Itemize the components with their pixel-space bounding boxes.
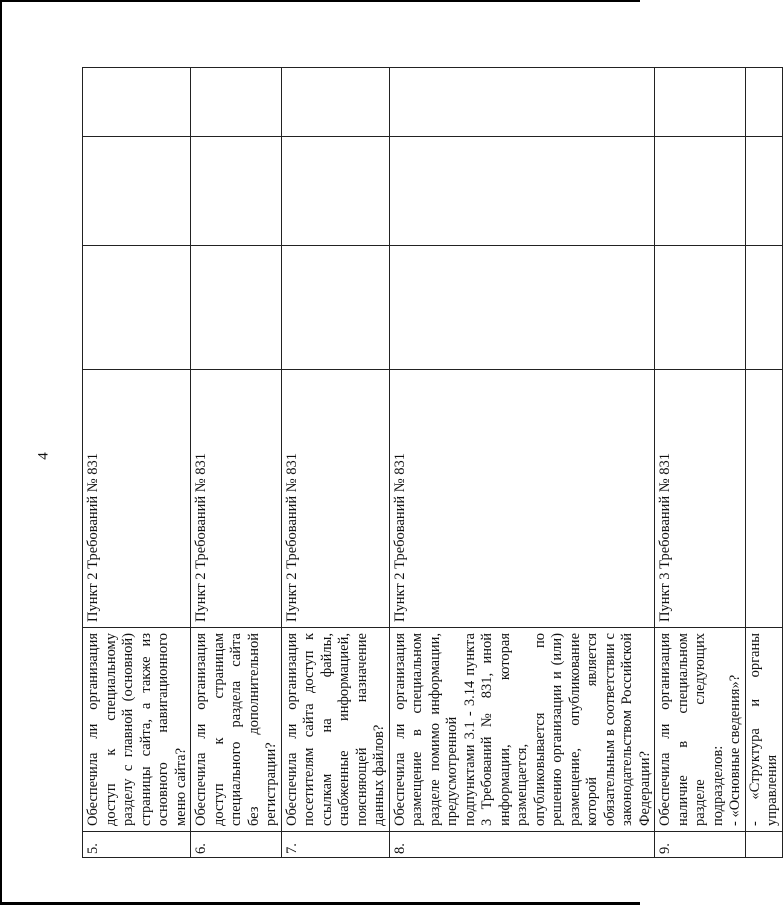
empty-cell: [83, 246, 191, 370]
table-row: [745, 68, 782, 858]
reference-cell: Пункт 2 Требований № 831: [191, 370, 282, 628]
row-number: 8.: [389, 832, 655, 858]
table-row: [655, 68, 746, 858]
row-number: [745, 832, 782, 858]
table-row: [281, 68, 389, 858]
empty-cell: [745, 68, 782, 137]
question-cell: [655, 628, 746, 832]
scan-edge-top: [0, 0, 640, 2]
empty-cell: [389, 68, 655, 137]
empty-cell: [389, 137, 655, 246]
rotated-table-container: [82, 68, 780, 858]
empty-cell: [389, 246, 655, 370]
scan-edge-left: [0, 0, 2, 905]
table-row: [83, 68, 191, 858]
row-number: 7.: [281, 832, 389, 858]
reference-cell: Пункт 2 Требований № 831: [389, 370, 655, 628]
reference-cell: Пункт 3 Требований № 831: [655, 370, 746, 628]
row-number: 9.: [655, 832, 746, 858]
question-cell: Обеспечила ли организация доступ к страницам специального раздела сайта без дополнительной регистрации?: [191, 628, 282, 832]
row-number: 5.: [83, 832, 191, 858]
empty-cell: [281, 68, 389, 137]
question-cell: Обеспечила ли организация размещение в специальном разделе помимо информации, предусмотренной подпунктами 3.1 - 3.14 пункта 3 Требований № 831, иной информации, которая размещается, опубликовывается по решению организации и (или) размещение, опубликование которой является обязательным в соответствии с законодательством Российской Федерации?: [389, 628, 655, 832]
reference-cell: Пункт 2 Требований № 831: [83, 370, 191, 628]
empty-cell: [745, 246, 782, 370]
question-cell: - «Структура и органы управления: [745, 628, 782, 832]
table-row: [389, 68, 655, 858]
row-number: 6.: [191, 832, 282, 858]
question-text: Обеспечила ли организация наличие в специальном разделе следующих подразделов:: [657, 633, 726, 826]
page-number: 4: [35, 452, 52, 460]
empty-cell: [745, 137, 782, 246]
empty-cell: [655, 137, 746, 246]
table-row: [191, 68, 282, 858]
question-subitem: - «Основные сведения»?: [727, 674, 743, 826]
empty-cell: [655, 246, 746, 370]
checklist-table: [82, 67, 783, 858]
reference-cell: Пункт 2 Требований № 831: [281, 370, 389, 628]
empty-cell: [655, 68, 746, 137]
empty-cell: [83, 137, 191, 246]
empty-cell: [191, 68, 282, 137]
question-cell: Обеспечила ли организация доступ к специальному разделу с главной (основной) страницы сайта, а также из основного навигационного меню сайта?: [83, 628, 191, 832]
empty-cell: [191, 137, 282, 246]
empty-cell: [191, 246, 282, 370]
empty-cell: [83, 68, 191, 137]
empty-cell: [281, 246, 389, 370]
reference-cell: [745, 370, 782, 628]
empty-cell: [281, 137, 389, 246]
question-cell: Обеспечила ли организация посетителям сайта доступ к ссылкам на файлы, снабженные информацией, поясняющей назначение данных файлов?: [281, 628, 389, 832]
